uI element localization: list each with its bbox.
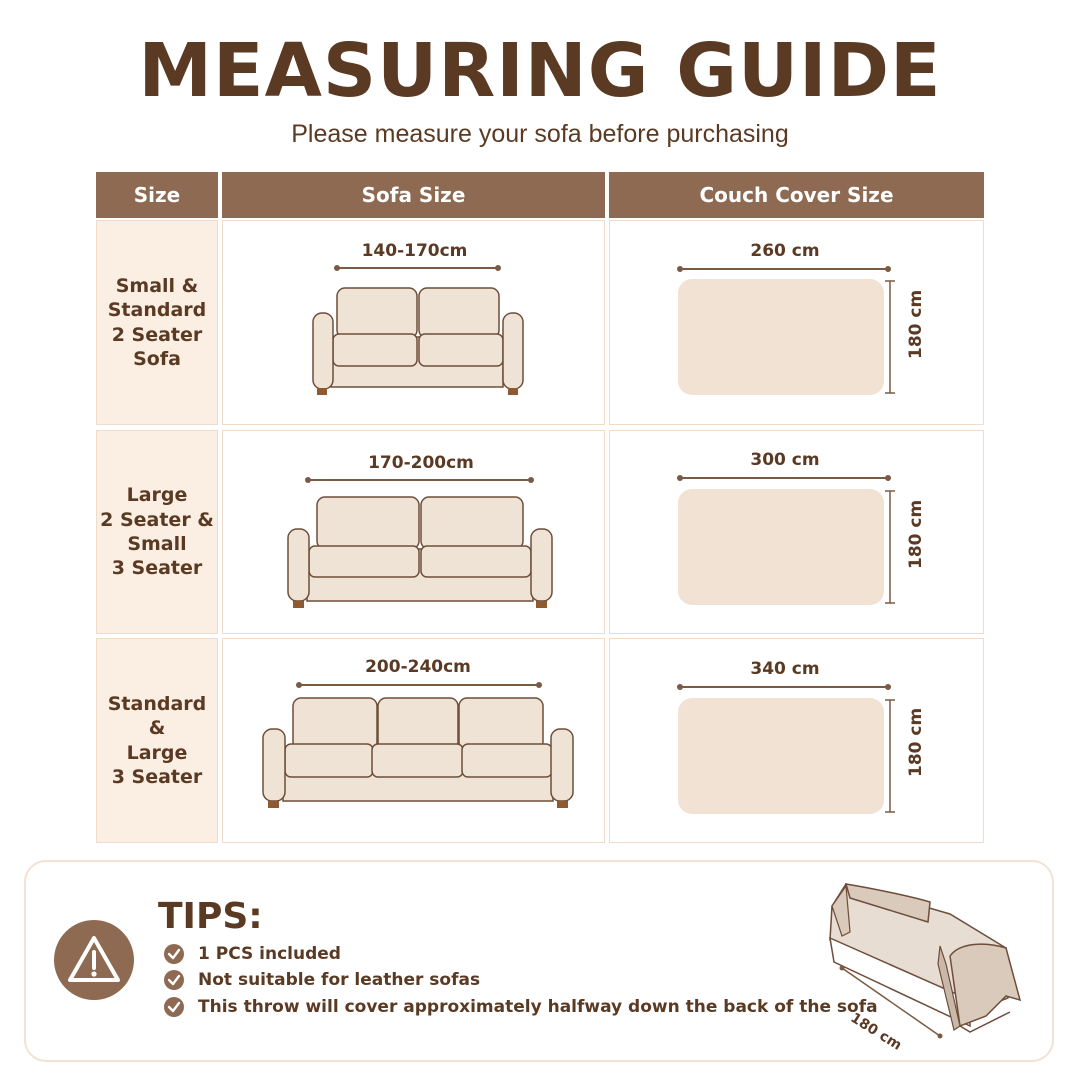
page-title: MEASURING GUIDE bbox=[138, 28, 942, 114]
cover-rectangle bbox=[610, 221, 985, 426]
large-two-seater-sofa-illustration bbox=[223, 431, 606, 635]
cover-height-label: 180 cm bbox=[906, 289, 926, 359]
size-label: Large 2 Seater & Small 3 Seater bbox=[100, 484, 214, 580]
sofa-with-throw-illustration bbox=[810, 876, 1040, 1056]
sofa-width-label: 200-240cm bbox=[365, 657, 471, 677]
sofa-width-label: 170-200cm bbox=[368, 453, 474, 473]
sofa-size-cell bbox=[222, 430, 605, 634]
tips-title: TIPS: bbox=[158, 896, 263, 937]
size-label: Small & Standard 2 Seater Sofa bbox=[107, 274, 207, 370]
illustration-dimension-label: 180 cm bbox=[847, 1010, 905, 1054]
sofa-size-cell bbox=[222, 220, 605, 425]
page-subtitle: Please measure your sofa before purchasing bbox=[291, 120, 789, 148]
cover-width-label: 260 cm bbox=[750, 241, 820, 261]
column-header-size: Size bbox=[96, 172, 218, 218]
cover-rectangle bbox=[610, 639, 985, 844]
cover-size-cell bbox=[609, 220, 984, 425]
cover-size-cell bbox=[609, 430, 984, 634]
tip-text: 1 PCS included bbox=[198, 944, 341, 964]
check-icon bbox=[164, 970, 184, 990]
warning-icon bbox=[54, 920, 134, 1000]
size-label: Standard & Large 3 Seater bbox=[107, 692, 207, 788]
check-icon bbox=[164, 997, 184, 1017]
column-header-sofa-size: Sofa Size bbox=[222, 172, 605, 218]
tips-panel bbox=[24, 860, 1054, 1062]
cover-height-label: 180 cm bbox=[906, 499, 926, 569]
table-row-size-label bbox=[96, 220, 218, 425]
tip-item bbox=[164, 970, 480, 990]
sofa-width-label: 140-170cm bbox=[361, 241, 468, 261]
sofa-size-cell bbox=[222, 638, 605, 843]
tip-item bbox=[164, 997, 878, 1017]
cover-width-label: 300 cm bbox=[750, 450, 820, 470]
cover-size-cell bbox=[609, 638, 984, 843]
column-header-cover-size: Couch Cover Size bbox=[609, 172, 984, 218]
tip-text: Not suitable for leather sofas bbox=[198, 970, 481, 990]
cover-height-label: 180 cm bbox=[906, 707, 926, 777]
cover-rectangle bbox=[610, 431, 985, 635]
two-seater-sofa-illustration bbox=[223, 221, 606, 426]
cover-width-label: 340 cm bbox=[750, 659, 820, 679]
tip-text: This throw will cover approximately halfway down the back of the sofa bbox=[198, 997, 878, 1017]
three-seater-sofa-illustration bbox=[223, 639, 606, 844]
table-row-size-label bbox=[96, 638, 218, 843]
table-row-size-label bbox=[96, 430, 218, 634]
tip-item bbox=[164, 944, 341, 964]
check-icon bbox=[164, 944, 184, 964]
